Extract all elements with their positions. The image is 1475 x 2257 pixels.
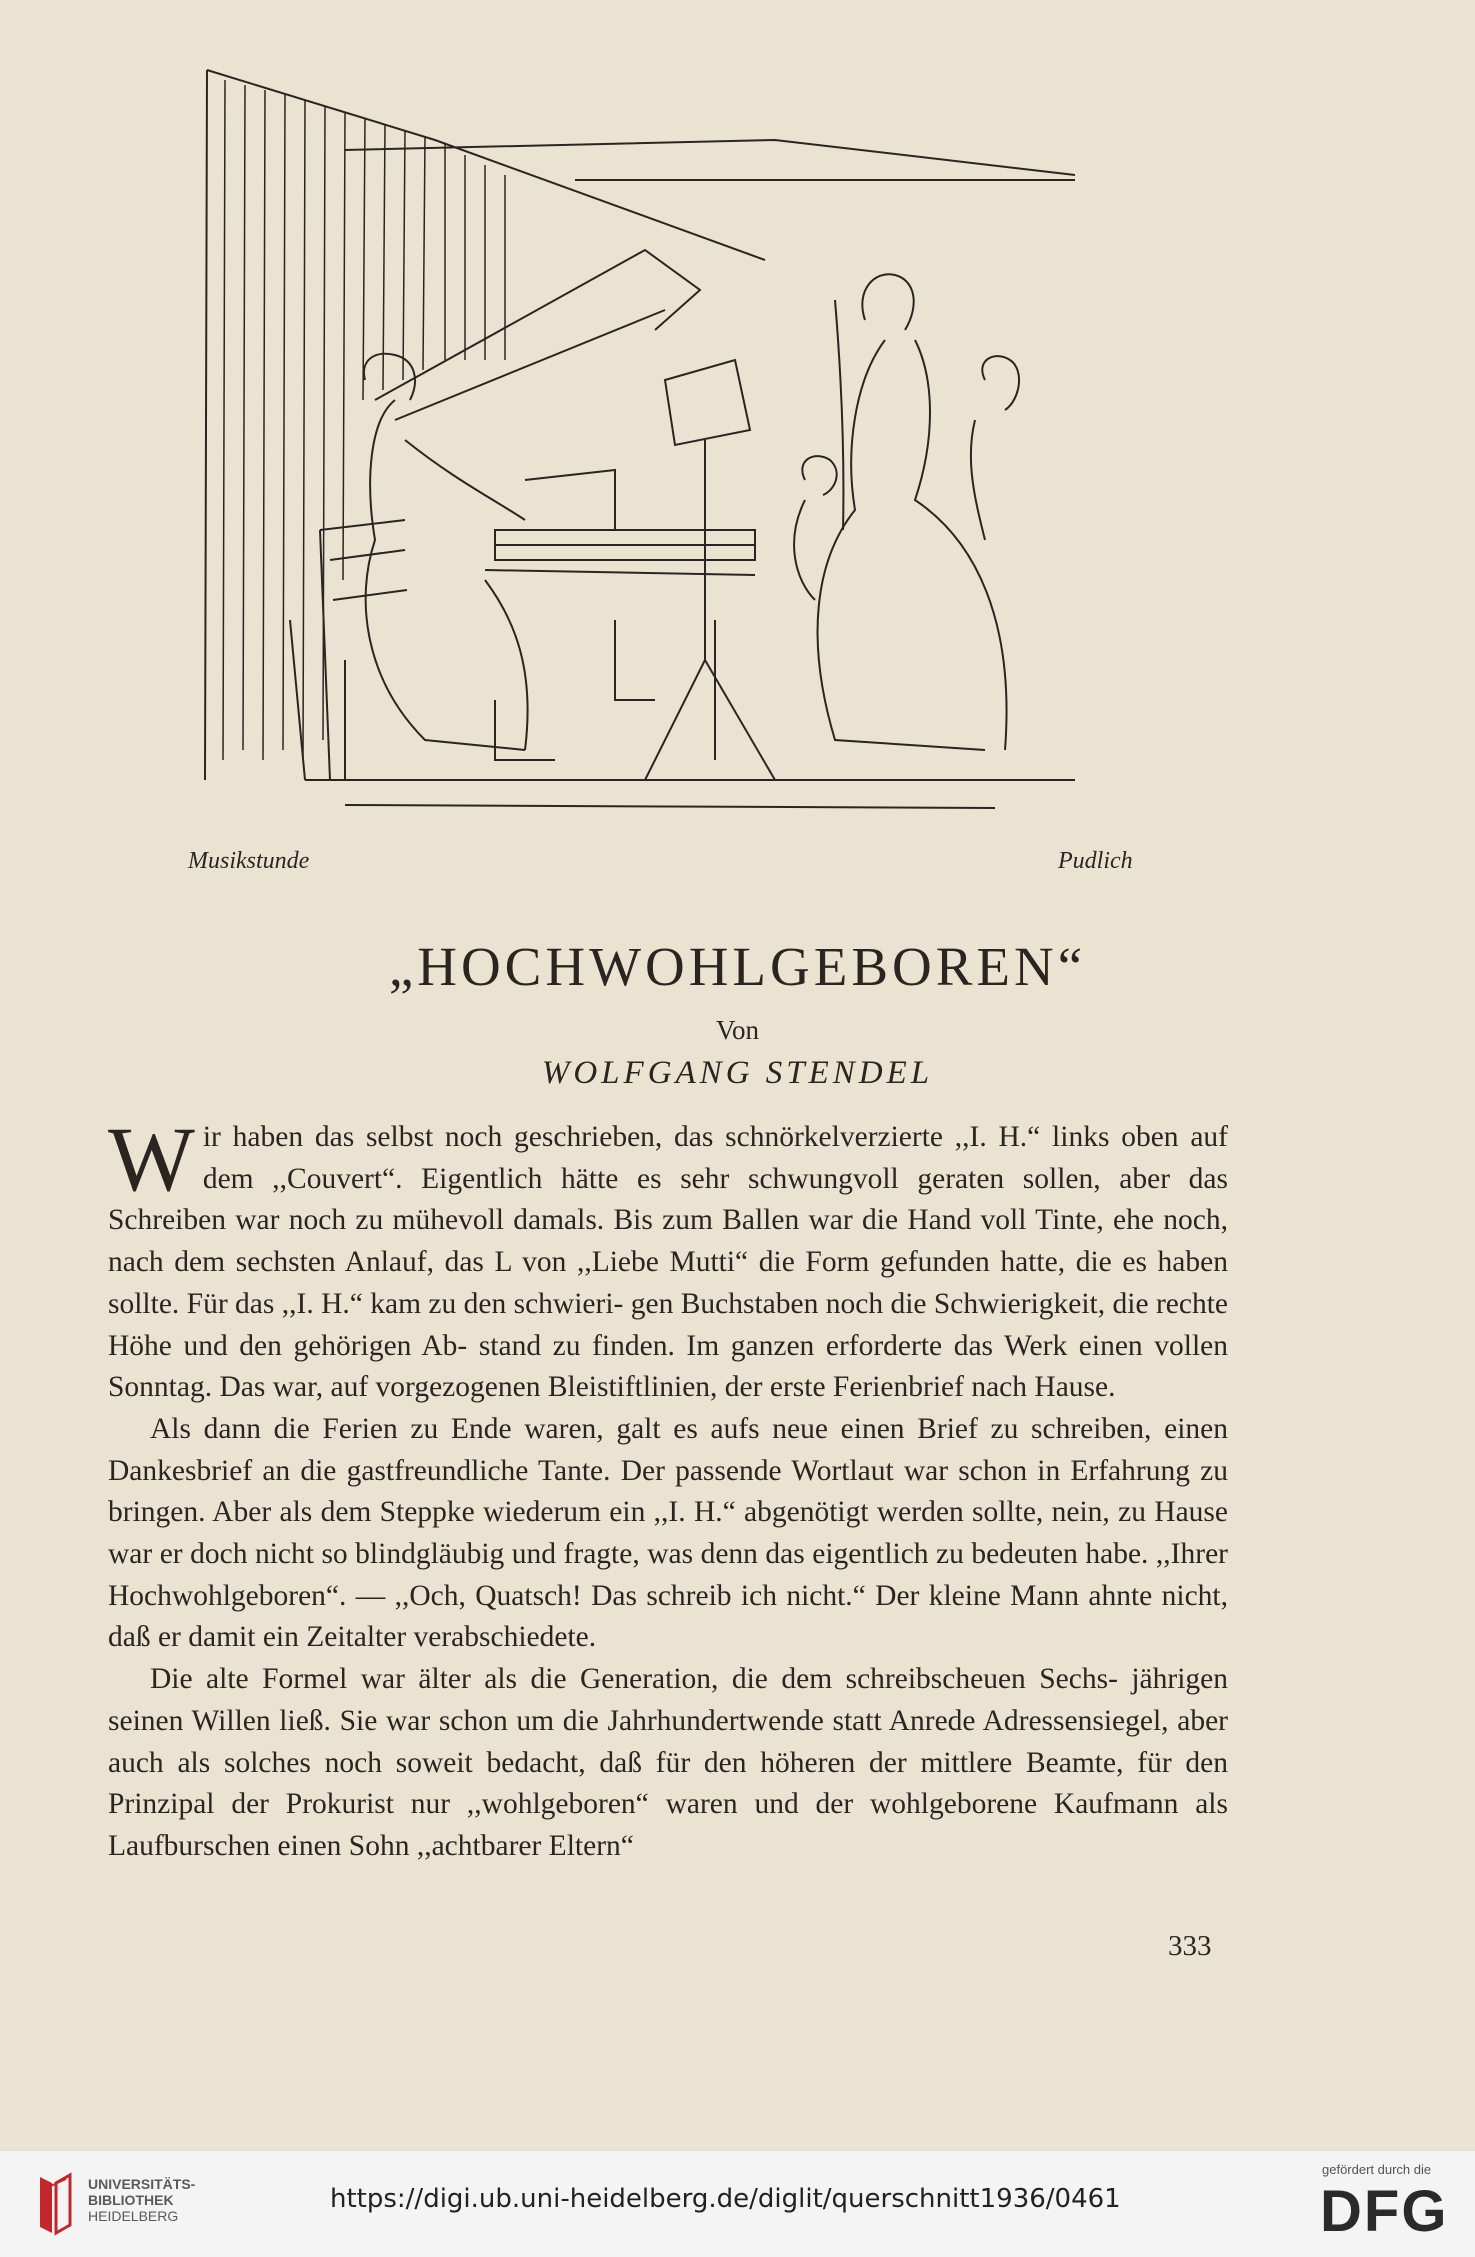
paragraph-1-text: ir haben das selbst noch geschrieben, das schnörkelverzierte ,,I. H.“ links oben auf dem ,,Couvert“. Eigentlich hätte es sehr schwungvoll geraten sollen, aber das Schreiben war noch zu mühevoll damals. Bis zum Ballen war die Hand voll Tinte, ehe noch, nach dem sechsten Anlauf, das L von ,,Liebe Mutti“ die Form gefunden hatte, die es haben sollte. Für das ,,I. H.“ kam zu den schwieri- gen Buchstaben noch die Schwierigkeit, die rechte Höhe und den gehörigen Ab- stand zu finden. Im ganzen erforderte das Werk einen vollen Sonntag. Das war, auf vorgezogenen Bleistiftlinien, der erste Ferienbrief nach Hause. xyxy=(108,1121,1228,1404)
article-title: „HOCHWOHLGEBOREN“ xyxy=(388,936,1087,997)
paragraph-2: Als dann die Ferien zu Ende waren, galt es aufs neue einen Brief zu schreiben, einen Dankesbrief an die gastfreundliche Tante. Der passende Wortlaut war schon in Erfahrung zu bringen. Aber als dem Steppke wiederum ein ,,I. H.“ abgenötigt werden sollte, nein, zu Hause war er doch nicht so blindgläubig und fragte, was denn das eigentlich zu bedeuten habe. ,,Ihrer Hochwohlgeboren“. — ,,Och, Quatsch! Das schreib ich nicht.“ Der kleine Mann ahnte nicht, daß er damit ein Zeitalter verabschiedete. xyxy=(108,1412,1228,1654)
page-number: 333 xyxy=(1168,1930,1212,1962)
caption-illustration-title: Musikstunde xyxy=(188,848,310,874)
paragraph-1 xyxy=(108,1108,1228,1409)
funding-note: gefördert durch die xyxy=(1322,2162,1432,2177)
byline-prefix: Von xyxy=(715,1015,760,1045)
paragraph-3: Die alte Formel war älter als die Generation, die dem schreibscheuen Sechs- jährigen seinen Willen ließ. Sie war schon um die Jahrhundertwende statt Anrede Adressensiegel, aber auch als solches noch soweit bedacht, daß für den höheren der mittlere Beamte, für den Prinzipal der Prokurist nur ,,wohlgeboren“ waren und der wohlgeborene Kaufmann als Laufburschen einen Sohn ,,achtbarer Eltern“ xyxy=(108,1663,1228,1862)
university-library-logo-icon xyxy=(30,2167,80,2237)
library-name: UNIVERSITÄTS- BIBLIOTHEK HEIDELBERG xyxy=(88,2176,196,2224)
permalink-url[interactable]: https://digi.ub.uni-heidelberg.de/diglit/querschnitt1936/0461 xyxy=(330,2184,1121,2214)
article-body xyxy=(108,1108,1228,1868)
author-name: WOLFGANG STENDEL xyxy=(541,1055,934,1091)
drop-cap: W xyxy=(108,1108,195,1210)
caption-artist: Pudlich xyxy=(1058,848,1133,874)
dfg-logo: DFG xyxy=(1320,2179,1449,2244)
music-lesson-illustration xyxy=(195,60,1130,840)
